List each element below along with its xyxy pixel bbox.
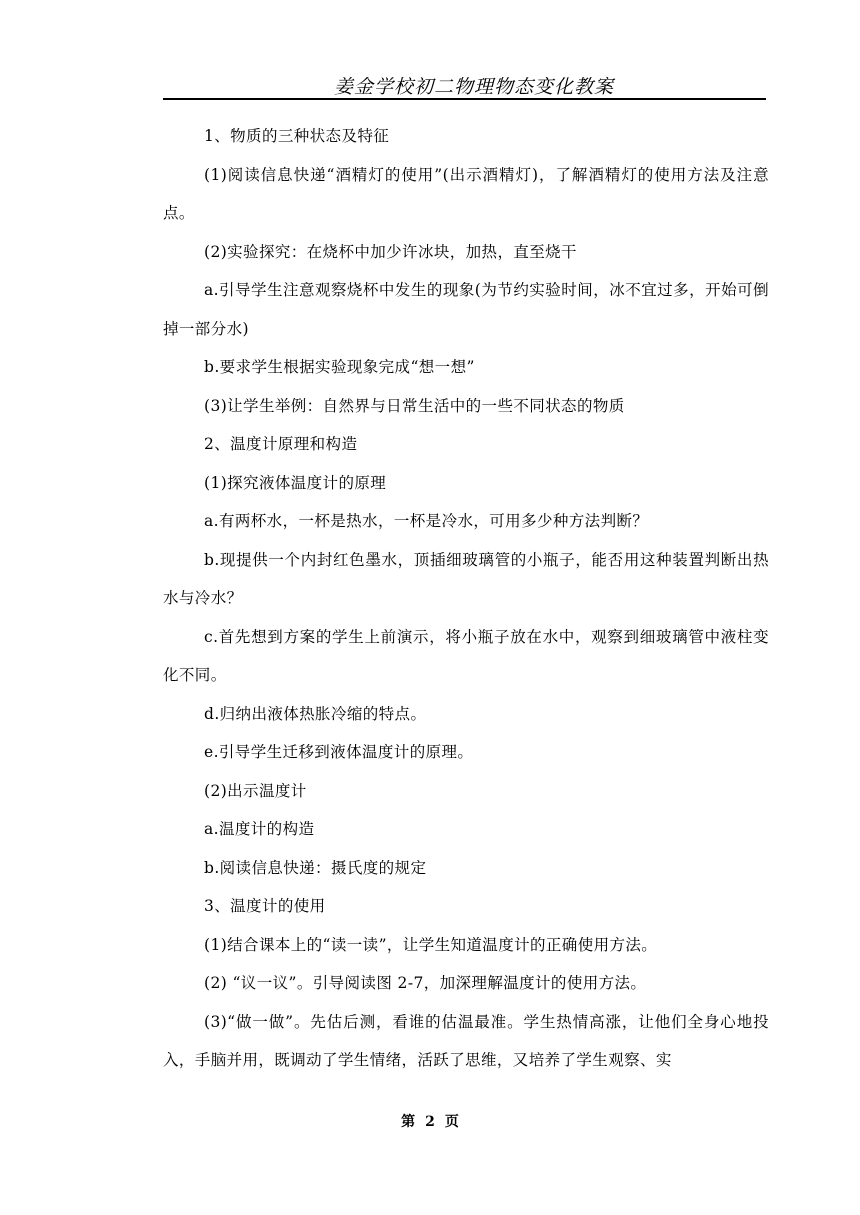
paragraph: (2) “议一议”。引导阅读图 2-7，加深理解温度计的使用方法。 [204, 974, 647, 992]
page-footer [0, 1111, 860, 1131]
paragraph: b.现提供一个内封红色墨水，顶插细玻璃管的小瓶子，能否用这种装置判断出热水与冷水？ [163, 550, 769, 607]
paragraph: 1、物质的三种状态及特征 [204, 127, 390, 145]
paragraph: a.温度计的构造 [204, 820, 315, 838]
paragraph: (1)阅读信息快递“酒精灯的使用”(出示酒精灯)，了解酒精灯的使用方法及注意点。 [163, 165, 769, 222]
page-number: 2 [425, 1114, 435, 1130]
page-label-prefix: 第 [401, 1114, 416, 1130]
paragraph: (1)结合课本上的“读一读”，让学生知道温度计的正确使用方法。 [204, 935, 658, 954]
page-label-suffix: 页 [444, 1114, 459, 1130]
section-heading: 3、温度计的使用 [204, 897, 326, 915]
paragraph: b.阅读信息快递：摄氏度的规定 [204, 858, 427, 877]
paragraph: e.引导学生迁移到液体温度计的原理。 [204, 743, 474, 761]
paragraph: (2)出示温度计 [204, 781, 307, 800]
section-heading: 2、温度计原理和构造 [204, 435, 358, 453]
page-header [163, 68, 766, 100]
paragraph: (3)“做一做”。先估后测，看谁的估温最准。学生热情高涨，让他们全身心地投入，手脑并用，既调动了学生情绪，活跃了思维，又培养了学生观察、实 [163, 1012, 769, 1069]
paragraph: b.要求学生根据实验现象完成“想一想” [204, 358, 475, 376]
paragraph: a.有两杯水，一杯是热水，一杯是冷水，可用多少种方法判断？ [204, 512, 649, 530]
document-title: 姜金学校初二物理物态变化教案 [333, 76, 614, 98]
paragraph: (3)让学生举例：自然界与日常生活中的一些不同状态的物质 [204, 396, 625, 415]
paragraph: (1)探究液体温度计的原理 [204, 473, 387, 492]
paragraph: d.归纳出液体热胀冷缩的特点。 [204, 704, 427, 723]
paragraph: a.引导学生注意观察烧杯中发生的现象(为节约实验时间，冰不宜过多，开始可倒掉一部分水) [163, 281, 769, 338]
document-body [163, 117, 769, 1080]
paragraph: c.首先想到方案的学生上前演示，将小瓶子放在水中，观察到细玻璃管中液柱变化不同。 [163, 627, 769, 684]
paragraph: (2)实验探究：在烧杯中加少许冰块，加热，直至烧干 [204, 242, 577, 261]
